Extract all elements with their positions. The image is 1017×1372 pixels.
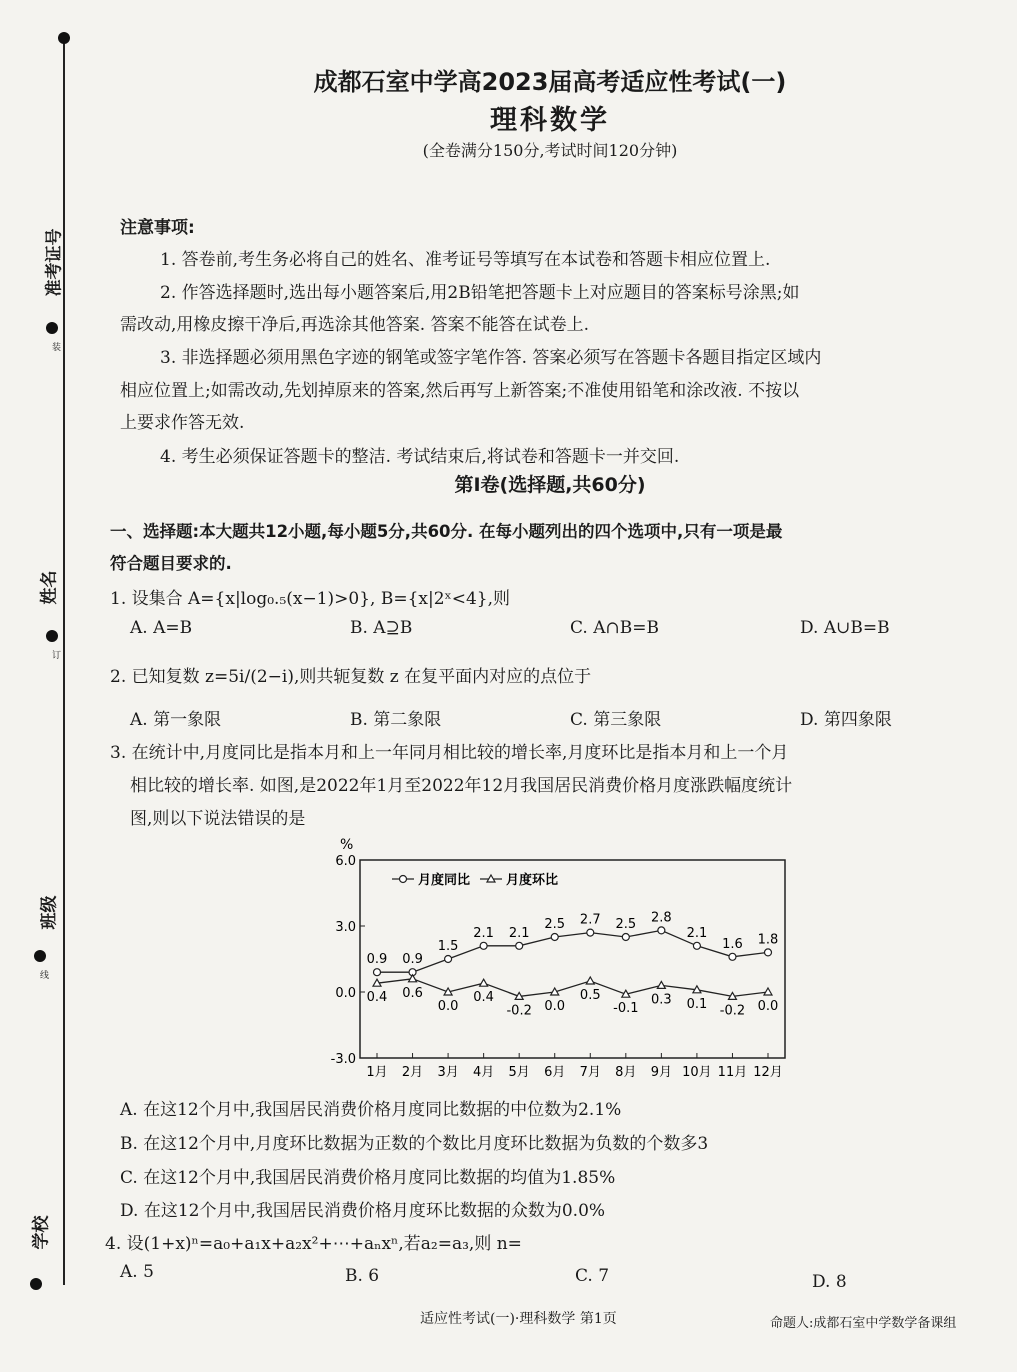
question-2-option-d: D. 第四象限 [800, 710, 892, 730]
chart-ytick-label: 3.0 [335, 920, 356, 935]
notice-line: 3. 非选择题必须用黑色字迹的钢笔或签字笔作答. 答案必须写在答题卡各题目指定区域内 [160, 348, 822, 368]
chart-xtick-label: 2月 [401, 1065, 424, 1080]
page-footer: 适应性考试(一)·理科数学 第1页 [420, 1311, 617, 1327]
data-label-mom: -0.2 [506, 1003, 532, 1019]
legend-label-mom: 月度环比 [506, 873, 559, 888]
data-label-mom: 0.3 [651, 992, 672, 1008]
data-label-yoy: 2.1 [686, 925, 708, 941]
chart-xtick-label: 5月 [508, 1065, 530, 1080]
question-1-option-a: A. A=B [130, 618, 193, 638]
data-point-mom [586, 977, 594, 984]
chart-xtick-label: 10月 [682, 1065, 712, 1080]
chart-ytick-label: 0.0 [335, 986, 356, 1001]
chart-xtick-label: 11月 [717, 1065, 748, 1080]
chart-xtick-label: 12月 [753, 1065, 783, 1080]
question-2-option-b: B. 第二象限 [350, 710, 442, 730]
binding-dot [46, 630, 58, 642]
chart-xtick-label: 1月 [366, 1065, 388, 1080]
mark-zhuang: 装 [52, 343, 62, 353]
question-1-stem: 1. 设集合 A={x|log₀.₅(x−1)>0}, B={x|2ˣ<4},则 [110, 589, 511, 609]
cpi-chart [320, 835, 800, 1090]
binding-dot [46, 322, 58, 334]
data-label-mom: 0.4 [473, 990, 494, 1006]
question-2-option-c: C. 第三象限 [570, 710, 662, 730]
data-label-yoy: 1.8 [757, 932, 779, 948]
question-2-option-a: A. 第一象限 [130, 710, 222, 730]
notice-line: 上要求作答无效. [120, 413, 245, 433]
chart-xtick-label: 8月 [615, 1065, 637, 1080]
data-point-yoy [765, 949, 772, 956]
binding-strip [0, 0, 75, 1372]
chart-xtick-label: 4月 [472, 1065, 495, 1080]
data-label-yoy: 2.5 [544, 917, 566, 932]
notice-line: 1. 答卷前,考生务必将自己的姓名、准考证号等填写在本试卷和答题卡相应位置上. [160, 250, 771, 270]
data-label-yoy: 2.8 [651, 910, 672, 926]
data-label-mom: 0.4 [366, 990, 388, 1006]
section-intro: 符合题目要求的. [110, 554, 232, 573]
data-point-mom [480, 979, 488, 986]
data-label-yoy: 2.7 [579, 912, 601, 928]
exam-title: 成都石室中学高2023届高考适应性考试(一) [313, 68, 787, 96]
data-label-mom: 0.0 [437, 999, 459, 1014]
question-4-option-a: A. 5 [120, 1262, 154, 1282]
data-point-yoy [729, 953, 736, 960]
data-point-mom [764, 988, 772, 995]
section-title: 第Ⅰ卷(选择题,共60分) [454, 474, 646, 496]
notice-line: 4. 考生必须保证答题卡的整洁. 考试结束后,将试卷和答题卡一并交回. [160, 447, 680, 467]
mark-ding: 订 [52, 651, 62, 661]
data-point-yoy [445, 956, 452, 963]
data-point-yoy [658, 927, 665, 934]
data-point-yoy [622, 934, 629, 941]
exam-subject: 理科数学 [490, 105, 610, 136]
chart-xtick-label: 9月 [650, 1065, 673, 1080]
notice-line: 需改动,用橡皮擦干净后,再选涂其他答案. 答案不能答在试卷上. [120, 315, 590, 335]
chart-legend [392, 872, 558, 888]
question-2-stem: 2. 已知复数 z=5i/(2−i),则共轭复数 z 在复平面内对应的点位于 [110, 667, 592, 687]
data-label-mom: 0.0 [757, 999, 779, 1014]
chart-xtick-label: 3月 [437, 1065, 459, 1080]
question-1-option-c: C. A∩B=B [570, 618, 659, 638]
data-label-mom: 0.6 [402, 985, 423, 1001]
data-label-yoy: 0.9 [366, 952, 388, 968]
legend-marker-yoy [400, 876, 407, 883]
data-point-mom [409, 975, 417, 982]
label-school: 学校 [31, 1215, 52, 1250]
data-label-yoy: 2.1 [508, 925, 530, 941]
section-intro: 一、选择题:本大题共12小题,每小题5分,共60分. 在每小题列出的四个选项中,只有一项是最 [110, 522, 783, 541]
question-4-option-c: C. 7 [575, 1266, 610, 1286]
chart-xtick-label: 7月 [579, 1065, 601, 1080]
question-1-option-d: D. A∪B=B [800, 618, 890, 638]
data-label-mom: -0.1 [613, 1001, 639, 1017]
legend-label-yoy: 月度同比 [418, 873, 471, 888]
binding-dot [30, 1278, 42, 1290]
question-3-option-c: C. 在这12个月中,我国居民消费价格月度同比数据的均值为1.85% [120, 1168, 616, 1188]
question-4-option-b: B. 6 [345, 1266, 380, 1286]
chart-frame [360, 860, 785, 1058]
data-point-mom [657, 981, 665, 988]
question-3-stem: 3. 在统计中,月度同比是指本月和上一年同月相比较的增长率,月度环比是指本月和上一个月 [110, 743, 789, 763]
data-point-yoy [551, 934, 558, 941]
notice-line: 相应位置上;如需改动,先划掉原来的答案,然后再写上新答案;不准使用铅笔和涂改液. 不按以 [120, 381, 800, 401]
question-3-option-d: D. 在这12个月中,我国居民消费价格月度环比数据的众数为0.0% [120, 1201, 606, 1221]
label-class: 班级 [39, 895, 60, 930]
question-4-stem: 4. 设(1+x)ⁿ=a₀+a₁x+a₂x²+⋯+aₙxⁿ,若a₂=a₃,则 n= [105, 1234, 522, 1254]
data-label-mom: 0.5 [579, 988, 601, 1003]
data-point-yoy [374, 969, 381, 976]
series-line-yoy [377, 930, 768, 972]
data-label-yoy: 2.1 [473, 925, 494, 941]
data-label-yoy: 2.5 [615, 917, 637, 932]
question-3-option-b: B. 在这12个月中,月度环比数据为正数的个数比月度环比数据为负数的个数多3 [120, 1134, 709, 1154]
question-3-option-a: A. 在这12个月中,我国居民消费价格月度同比数据的中位数为2.1% [120, 1100, 622, 1120]
data-point-yoy [693, 942, 700, 949]
binding-dot [58, 32, 70, 44]
question-3-stem: 图,则以下说法错误的是 [130, 809, 306, 829]
series-line-mom [377, 979, 768, 997]
mark-xian: 线 [40, 971, 50, 981]
data-point-yoy [587, 929, 594, 936]
author-footer: 命题人:成都石室中学数学备课组 [770, 1316, 957, 1331]
data-label-mom: 0.0 [544, 999, 566, 1014]
chart-ytick-label: -3.0 [330, 1052, 356, 1067]
data-label-mom: 0.1 [686, 996, 708, 1012]
label-exam-number: 准考证号 [44, 228, 65, 297]
data-label-mom: -0.2 [719, 1003, 746, 1019]
data-label-yoy: 0.9 [402, 952, 423, 968]
data-label-yoy: 1.6 [722, 936, 743, 952]
binding-line [63, 40, 65, 1285]
question-1-option-b: B. A⊇B [350, 618, 413, 638]
chart-xtick-label: 6月 [544, 1065, 566, 1080]
data-point-yoy [516, 942, 523, 949]
notice-heading: 注意事项: [120, 218, 195, 238]
notice-line: 2. 作答选择题时,选出每小题答案后,用2B铅笔把答题卡上对应题目的答案标号涂黑;如 [160, 283, 800, 303]
question-4-option-d: D. 8 [812, 1272, 847, 1292]
exam-note: (全卷满分150分,考试时间120分钟) [422, 141, 678, 160]
chart-ytick-label: 6.0 [335, 854, 356, 869]
data-point-yoy [480, 942, 487, 949]
binding-dot [34, 950, 46, 962]
chart-ylabel: % [340, 837, 354, 853]
question-3-stem: 相比较的增长率. 如图,是2022年1月至2022年12月我国居民消费价格月度涨跌幅度统计 [130, 776, 793, 796]
data-label-yoy: 1.5 [437, 939, 459, 954]
label-name: 姓名 [39, 570, 60, 605]
